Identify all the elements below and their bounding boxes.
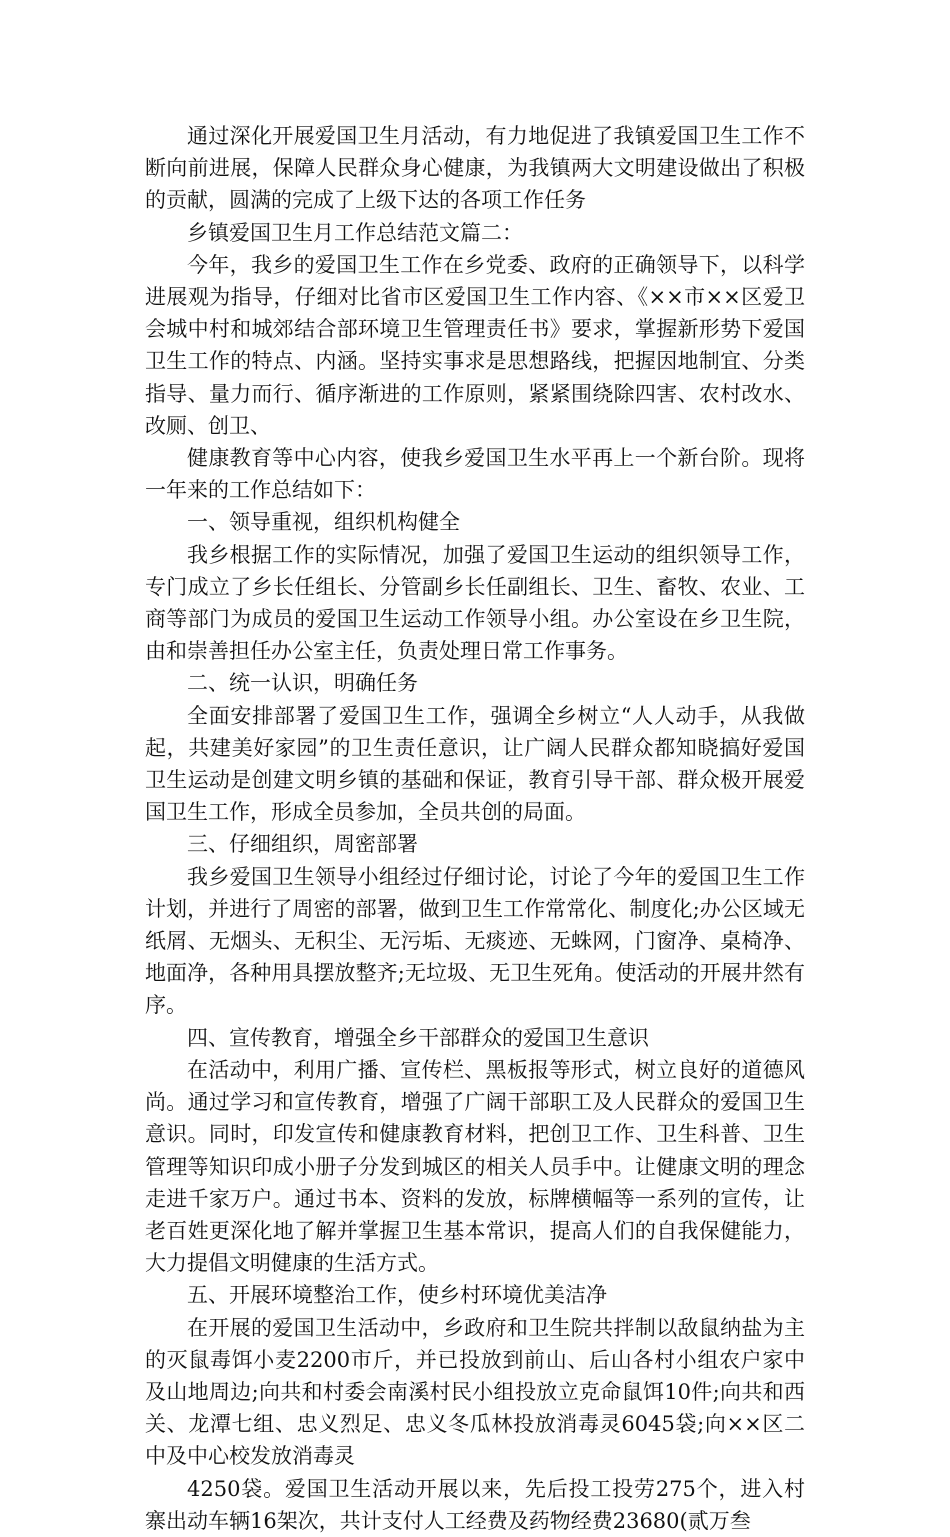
- paragraph: 我乡根据工作的实际情况，加强了爱国卫生运动的组织领导工作，专门成立了乡长任组长、分管副乡长任副组长、卫生、畜牧、农业、工商等部门为成员的爱国卫生运动工作领导小组。办公室设在乡卫生院，由和崇善担任办公室主任，负责处理日常工作事务。: [145, 542, 805, 664]
- section-heading: 二、统一认识，明确任务: [187, 671, 418, 696]
- paragraph: 通过深化开展爱国卫生月活动，有力地促进了我镇爱国卫生工作不断向前进展，保障人民群众身心健康，为我镇两大文明建设做出了积极的贡献，圆满的完成了上级下达的各项工作任务: [145, 124, 805, 213]
- paragraph: 我乡爱国卫生领导小组经过仔细讨论，讨论了今年的爱国卫生工作计划，并进行了周密的部署，做到卫生工作常常化、制度化;办公区域无纸屑、无烟头、无积尘、无污垢、无痰迹、无蛛网，门窗净、桌椅净、地面净，各种用具摆放整齐;无垃圾、无卫生死角。使活动的开展井然有序。: [145, 864, 805, 1018]
- section-subtitle: 乡镇爱国卫生月工作总结范文篇二：: [187, 220, 523, 245]
- section-heading: 三、仔细组织，周密部署: [187, 832, 418, 857]
- paragraph: 全面安排部署了爱国卫生工作，强调全乡树立“人人动手，从我做起，共建美好家园”的卫生责任意识，让广阔人民群众都知晓搞好爱国卫生运动是创建文明乡镇的基础和保证，教育引导干部、群众极开展爱国卫生工作，形成全员参加，全员共创的局面。: [145, 703, 805, 825]
- paragraph: 在开展的爱国卫生活动中，乡政府和卫生院共拌制以敌鼠纳盐为主的灭鼠毒饵小麦2200市斤，并已投放到前山、后山各村小组农户家中及山地周边;向共和村委会南溪村民小组投放立克命鼠饵10件;向共和西关、龙潭七组、忠义烈足、忠义冬瓜林投放消毒灵6045袋;向××区二中及中心校发放消毒灵: [145, 1315, 805, 1469]
- section-heading: 一、领导重视，组织机构健全: [187, 510, 460, 535]
- paragraph: 4250袋。爱国卫生活动开展以来，先后投工投劳275个，进入村寨出动车辆16架次，共计支付人工经费及药物经费23680(贰万叁: [145, 1476, 805, 1533]
- paragraph: 健康教育等中心内容，使我乡爱国卫生水平再上一个新台阶。现将一年来的工作总结如下：: [145, 446, 805, 503]
- section-heading: 四、宣传教育，增强全乡干部群众的爱国卫生意识: [187, 1025, 649, 1050]
- section-heading: 五、开展环境整治工作，使乡村环境优美洁净: [187, 1283, 607, 1308]
- paragraph: 今年，我乡的爱国卫生工作在乡党委、政府的正确领导下，以科学进展观为指导，仔细对比省市区爱国卫生工作内容、《××市××区爱卫会城中村和城郊结合部环境卫生管理责任书》要求，掌握新形势下爱国卫生工作的特点、内涵。坚持实事求是思想路线，把握因地制宜、分类指导、量力而行、循序渐进的工作原则，紧紧围绕除四害、农村改水、改厕、创卫、: [145, 252, 805, 438]
- paragraph: 在活动中，利用广播、宣传栏、黑板报等形式，树立良好的道德风尚。通过学习和宣传教育，增强了广阔干部职工及人民群众的爱国卫生意识。同时，印发宣传和健康教育材料，把创卫工作、卫生科普、卫生管理等知识印成小册子分发到城区的相关人员手中。让健康文明的理念走进千家万户。通过书本、资料的发放，标牌横幅等一系列的宣传，让老百姓更深化地了解并掌握卫生基本常识，提高人们的自我保健能力，大力提倡文明健康的生活方式。: [145, 1057, 805, 1276]
- document-body: [145, 120, 805, 1537]
